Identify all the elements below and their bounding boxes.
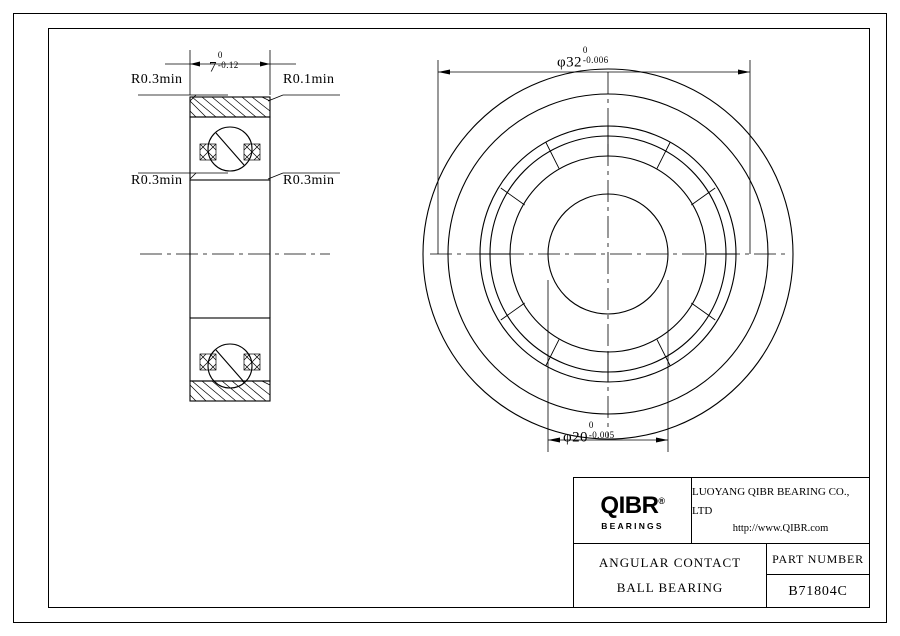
dim-width-upper: 0 — [217, 50, 223, 60]
chamfer-label-top-right: R0.1min — [283, 72, 335, 87]
dim-width-nominal: 7 — [209, 59, 217, 76]
title-block — [573, 477, 870, 608]
section-outer-ring-top — [190, 97, 270, 180]
title-block-body — [574, 544, 869, 608]
section-hatch-bottom — [190, 381, 270, 401]
logo-subtitle: BEARINGS — [601, 520, 664, 531]
company-name: LUOYANG QIBR BEARING CO., LTD — [692, 485, 850, 517]
dim-width-lower: -0.12 — [217, 60, 239, 71]
od-lower: -0.006 — [582, 55, 609, 66]
product-description — [574, 544, 767, 608]
logo-wordmark: QIBR — [600, 491, 659, 519]
chamfer-label-bottom-right: R0.3min — [283, 173, 335, 188]
title-block-header — [574, 478, 869, 544]
dim-width-label — [209, 50, 239, 76]
part-number-label: PART NUMBER — [767, 544, 869, 575]
od-nominal: 32 — [566, 54, 582, 71]
id-upper: 0 — [588, 420, 594, 430]
chamfer-label-bottom-left: R0.3min — [131, 173, 183, 188]
part-number-value: B71804C — [788, 583, 848, 599]
section-hatch-top — [190, 97, 270, 117]
id-lower: -0.005 — [588, 430, 615, 441]
chamfer-leaders — [138, 95, 340, 179]
chamfer-label-top-left: R0.3min — [131, 72, 183, 87]
dim-outer-diameter-label — [557, 45, 609, 71]
dim-inner-diameter-label — [563, 420, 615, 446]
id-symbol: φ — [563, 429, 573, 446]
logo-text — [600, 491, 665, 519]
id-nominal: 20 — [572, 429, 588, 446]
product-description-line2: BALL BEARING — [616, 580, 724, 595]
registered-trademark-icon: ® — [658, 495, 665, 506]
od-symbol: φ — [557, 54, 567, 71]
company-info — [692, 478, 869, 543]
part-number-block — [767, 544, 869, 608]
od-upper: 0 — [582, 45, 588, 55]
company-url[interactable]: http://www.QIBR.com — [732, 523, 829, 535]
product-description-line1: ANGULAR CONTACT — [598, 555, 742, 571]
brand-logo — [574, 478, 692, 543]
section-inner-ring-walls — [190, 180, 270, 318]
